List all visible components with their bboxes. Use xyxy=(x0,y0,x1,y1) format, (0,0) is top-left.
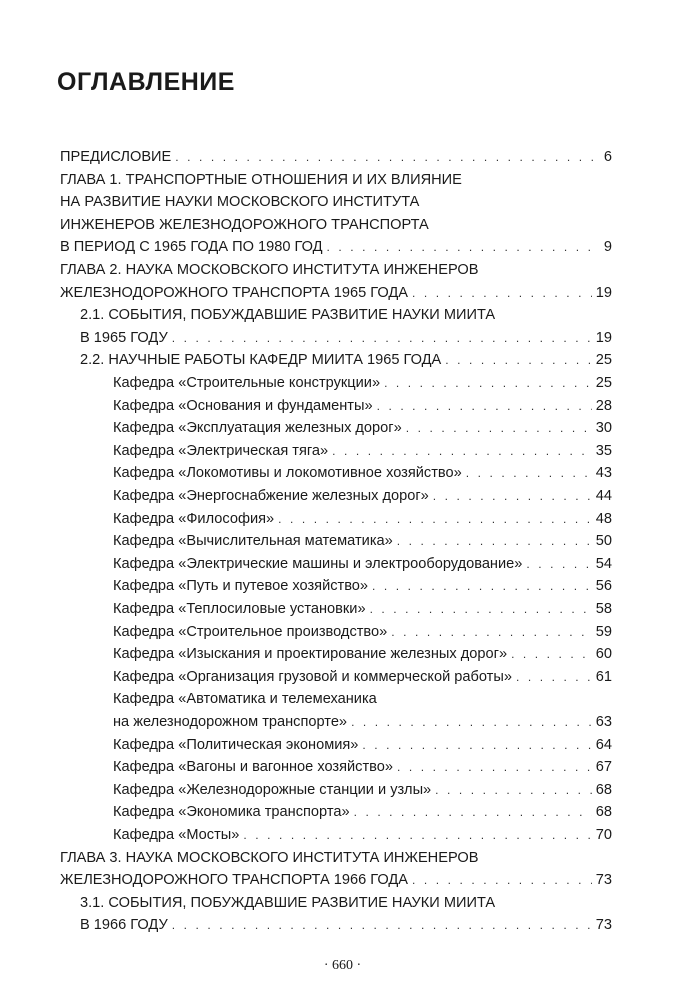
toc-page-number: 73 xyxy=(595,872,612,889)
toc-entry-line xyxy=(60,191,419,213)
toc-entry-title: Кафедра «Автоматика и телемеханика xyxy=(113,691,377,708)
toc-page-number: 30 xyxy=(595,420,612,437)
toc-entry-title: Кафедра «Мосты» xyxy=(113,827,240,843)
toc-entry-title: Кафедра «Энергоснабжение железных дорог» xyxy=(113,488,429,504)
toc-entry-title: Кафедра «Электрическая тяга» xyxy=(113,442,329,459)
toc-page-number: 6 xyxy=(603,149,612,165)
toc-entry-title: Кафедра «Изыскания и проектирование железных дорог» xyxy=(113,646,508,663)
toc-page-number: 35 xyxy=(595,442,612,459)
toc-entry-line xyxy=(113,395,612,417)
toc-entry-title: В 1966 ГОДУ xyxy=(80,917,168,934)
toc-entry-line xyxy=(113,779,612,801)
toc-entry-title: 3.1. СОБЫТИЯ, ПОБУЖДАВШИЕ РАЗВИТИЕ НАУКИ МИИТА xyxy=(80,894,496,911)
page-title: ОГЛАВЛЕНИЕ xyxy=(57,68,235,96)
toc-page-number: 19 xyxy=(595,329,612,346)
toc-leader-dots xyxy=(526,553,591,575)
toc-entry-title: Кафедра «Философия» xyxy=(113,510,275,527)
toc-entry-title: 2.1. СОБЫТИЯ, ПОБУЖДАВШИЕ РАЗВИТИЕ НАУКИ МИИТА xyxy=(80,307,496,324)
toc-entry-line xyxy=(80,304,495,326)
toc-entry-title: В ПЕРИОД С 1965 ГОДА ПО 1980 ГОД xyxy=(60,239,323,256)
toc-entry-title: НА РАЗВИТИЕ НАУКИ МОСКОВСКОГО ИНСТИТУТА xyxy=(60,194,420,211)
toc-entry-line xyxy=(80,892,495,914)
toc-leader-dots xyxy=(370,598,592,620)
toc-entry-line xyxy=(113,372,612,394)
toc-page-number: 50 xyxy=(595,533,612,550)
toc-page-number: 44 xyxy=(595,488,612,504)
toc-leader-dots xyxy=(327,236,600,258)
toc-entry-title: Кафедра «Путь и путевое хозяйство» xyxy=(113,578,369,595)
toc-entry-line xyxy=(113,734,612,756)
toc-entry-line xyxy=(113,688,377,710)
toc-leader-dots xyxy=(406,417,592,439)
toc-entry-title: Кафедра «Политическая экономия» xyxy=(113,736,359,753)
toc-entry-title: ЖЕЛЕЗНОДОРОЖНОГО ТРАНСПОРТА 1966 ГОДА xyxy=(60,872,408,889)
toc-leader-dots xyxy=(397,756,592,778)
toc-page-number: 25 xyxy=(595,352,612,369)
toc-page-number: 59 xyxy=(595,623,612,640)
toc-leader-dots xyxy=(172,327,592,349)
toc-page-number: 54 xyxy=(595,555,612,572)
toc-entry-line xyxy=(60,282,612,304)
toc-entry-line xyxy=(80,327,612,349)
toc-entry-title: Кафедра «Вычислительная математика» xyxy=(113,533,393,550)
toc-entry-line xyxy=(113,801,612,823)
toc-page-number: 67 xyxy=(595,759,612,776)
toc-entry-title: Кафедра «Локомотивы и локомотивное хозяйство» xyxy=(113,465,462,482)
toc-leader-dots xyxy=(384,372,592,394)
toc-entry-title: Кафедра «Строительные конструкции» xyxy=(113,375,381,391)
toc-entry-line xyxy=(113,417,612,439)
toc-entry-line xyxy=(113,530,612,552)
toc-leader-dots xyxy=(516,666,592,688)
toc-entry-line xyxy=(113,643,612,665)
toc-entry-title: Кафедра «Строительное производство» xyxy=(113,623,388,640)
toc-entry-title: на железнодорожном транспорте» xyxy=(113,714,348,730)
toc-entry-line xyxy=(113,575,612,597)
toc-page-number: 68 xyxy=(595,781,612,798)
toc-entry-line xyxy=(113,824,612,846)
toc-page-number: 58 xyxy=(595,601,612,617)
toc-leader-dots xyxy=(435,779,592,801)
toc-leader-dots xyxy=(351,711,592,733)
toc-entry-line xyxy=(60,259,478,281)
toc-entry-line xyxy=(113,553,612,575)
toc-page-number: 25 xyxy=(595,375,612,391)
toc-leader-dots xyxy=(412,869,592,891)
toc-page-number: 19 xyxy=(595,284,612,301)
toc-entry-title: Кафедра «Вагоны и вагонное хозяйство» xyxy=(113,759,393,776)
toc-entry-title: Кафедра «Электрические машины и электрооборудование» xyxy=(113,555,523,572)
toc-leader-dots xyxy=(511,643,592,665)
toc-entry-line xyxy=(60,236,612,258)
toc-leader-dots xyxy=(278,508,592,530)
toc-entry-title: ГЛАВА 1. ТРАНСПОРТНЫЕ ОТНОШЕНИЯ И ИХ ВЛИЯНИЕ xyxy=(60,171,462,188)
toc-entry-title: Кафедра «Организация грузовой и коммерческой работы» xyxy=(113,668,512,685)
toc-page-number: 70 xyxy=(595,827,612,843)
toc-leader-dots xyxy=(175,146,600,168)
toc-entry-title: Кафедра «Теплосиловые установки» xyxy=(113,601,366,617)
toc-page-number: 56 xyxy=(595,578,612,595)
toc-entry-title: Кафедра «Железнодорожные станции и узлы» xyxy=(113,781,432,798)
toc-entry-line xyxy=(80,349,612,371)
toc-entry-title: ИНЖЕНЕРОВ ЖЕЛЕЗНОДОРОЖНОГО ТРАНСПОРТА xyxy=(60,216,429,233)
toc-entry-line xyxy=(113,508,612,530)
toc-page-number: 61 xyxy=(595,668,612,685)
toc-entry-line xyxy=(113,711,612,733)
toc-entry-line xyxy=(60,214,429,236)
toc-entry-title: В 1965 ГОДУ xyxy=(80,329,168,346)
toc-page-number: 73 xyxy=(595,917,612,934)
toc-page-number: 9 xyxy=(603,239,612,256)
toc-leader-dots xyxy=(243,824,591,846)
toc-entry-line xyxy=(80,914,612,936)
toc-entry-title: ГЛАВА 2. НАУКА МОСКОВСКОГО ИНСТИТУТА ИНЖЕНЕРОВ xyxy=(60,262,479,278)
toc-leader-dots xyxy=(445,349,591,371)
toc-entry-line xyxy=(113,462,612,484)
toc-entry-line xyxy=(60,169,462,191)
toc-page-number: 68 xyxy=(595,804,612,821)
toc-leader-dots xyxy=(377,395,592,417)
toc-leader-dots xyxy=(466,462,592,484)
toc-page-number: 60 xyxy=(595,646,612,663)
toc-entry-line xyxy=(113,485,612,507)
toc-entry-title: Кафедра «Основания и фундаменты» xyxy=(113,397,373,414)
toc-leader-dots xyxy=(391,621,592,643)
toc-leader-dots xyxy=(372,575,592,597)
toc-entry-line xyxy=(60,869,612,891)
toc-entry-line xyxy=(113,756,612,778)
toc-leader-dots xyxy=(332,440,592,462)
toc-leader-dots xyxy=(412,282,592,304)
toc-leader-dots xyxy=(397,530,592,552)
toc-page-number: 28 xyxy=(595,397,612,414)
page-number: · 660 · xyxy=(323,958,362,973)
toc-page-number: 64 xyxy=(595,736,612,753)
toc-leader-dots xyxy=(172,914,592,936)
toc-entry-title: 2.2. НАУЧНЫЕ РАБОТЫ КАФЕДР МИИТА 1965 ГОДА xyxy=(80,352,442,369)
toc-entry-line xyxy=(113,440,612,462)
toc-entry-line xyxy=(113,598,612,620)
toc-entry-line xyxy=(113,621,612,643)
toc-entry-line xyxy=(60,847,478,869)
toc-leader-dots xyxy=(354,801,592,823)
toc-page-number: 48 xyxy=(595,510,612,527)
toc-entry-title: ЖЕЛЕЗНОДОРОЖНОГО ТРАНСПОРТА 1965 ГОДА xyxy=(60,284,408,301)
toc-entry-title: Кафедра «Экономика транспорта» xyxy=(113,804,350,821)
toc-entry-title: ГЛАВА 3. НАУКА МОСКОВСКОГО ИНСТИТУТА ИНЖЕНЕРОВ xyxy=(60,849,479,866)
toc-entry-line xyxy=(60,146,612,168)
toc-page-number: 43 xyxy=(595,465,612,482)
toc-entry-title: Кафедра «Эксплуатация железных дорог» xyxy=(113,420,402,437)
toc-leader-dots xyxy=(362,734,591,756)
toc-entry-title: ПРЕДИСЛОВИЕ xyxy=(60,149,172,165)
toc-page-number: 63 xyxy=(595,714,612,730)
toc-leader-dots xyxy=(433,485,592,507)
toc-entry-line xyxy=(113,666,612,688)
